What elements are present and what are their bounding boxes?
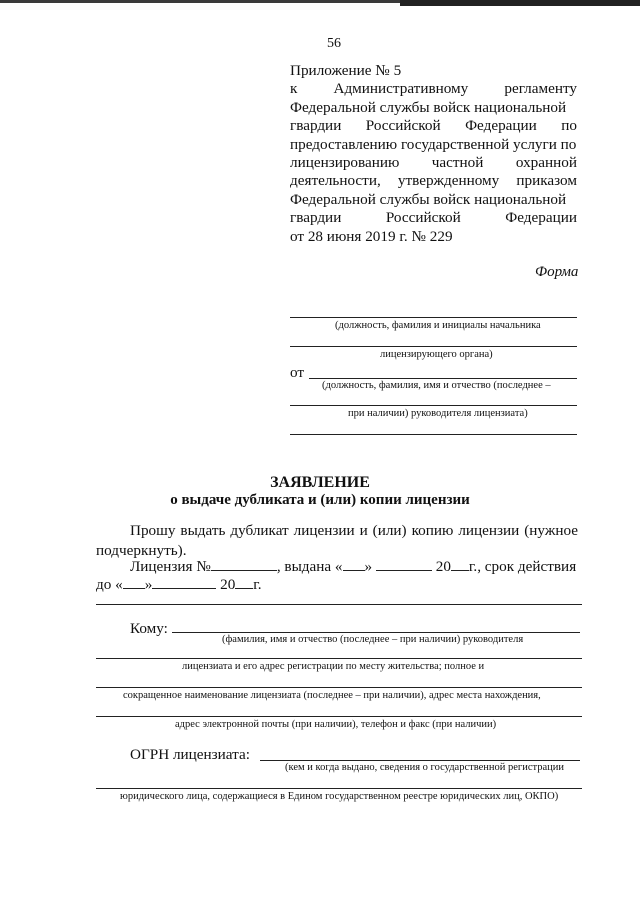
issued-year-prefix: 20 xyxy=(435,558,451,575)
head-official-caption-2: лицензирующего органа) xyxy=(380,349,493,360)
appendix-word: приказом xyxy=(516,172,577,190)
ogrn-line-2[interactable] xyxy=(96,788,582,789)
until-year-field[interactable] xyxy=(235,576,253,589)
appendix-word: частной xyxy=(431,154,484,172)
head-official-caption-1: (должность, фамилия и инициалы начальника xyxy=(335,320,541,331)
from-label: от xyxy=(290,364,305,381)
request-word: (или) xyxy=(372,522,407,539)
request-word: лицензии xyxy=(293,522,355,539)
appendix-word: утвержденному xyxy=(397,172,500,190)
scan-edge-dark xyxy=(400,0,640,6)
ogrn-caption-2: юридического лица, содержащиеся в Едином государственном реестре юридических лиц, ОКПО) xyxy=(120,791,559,802)
appendix-line xyxy=(290,172,577,190)
until-day-field[interactable] xyxy=(123,576,145,589)
appendix-block xyxy=(290,62,577,246)
ogrn-caption-1: (кем и когда выдано, сведения о государственной регистрации xyxy=(285,762,564,773)
request-line-1 xyxy=(130,522,578,540)
whom-caption-2: лицензиата и его адрес регистрации по месту жительства; полное и xyxy=(182,661,485,672)
ogrn-label: ОГРН лицензиата: xyxy=(130,746,250,763)
appendix-word: к xyxy=(290,80,298,98)
from-line-3[interactable] xyxy=(290,434,577,435)
appendix-line xyxy=(290,136,577,154)
until-quote-close: » xyxy=(144,576,153,593)
from-caption-2: при наличии) руководителя лицензиата) xyxy=(348,408,528,419)
appendix-word: деятельности, xyxy=(290,172,381,190)
license-extra-line[interactable] xyxy=(96,604,582,605)
appendix-line xyxy=(290,80,577,98)
request-word: Прошу xyxy=(130,522,176,539)
from-line[interactable] xyxy=(309,378,577,379)
whom-line-2[interactable] xyxy=(96,658,582,659)
license-number-field[interactable] xyxy=(211,558,277,571)
until-year-suffix: г. xyxy=(253,576,262,593)
from-line-2[interactable] xyxy=(290,405,577,406)
whom-line-4[interactable] xyxy=(96,716,582,717)
license-line xyxy=(130,558,576,576)
appendix-word: предоставлению государственной услуги по xyxy=(290,135,577,153)
request-word: копию xyxy=(411,522,454,539)
page-number: 56 xyxy=(327,36,341,51)
appendix-word: гвардии xyxy=(290,117,342,135)
quote-close: » xyxy=(364,558,373,575)
appendix-word: Российской xyxy=(385,209,461,227)
whom-caption-3: сокращенное наименование лицензиата (последнее – при наличии), адрес места нахождения, xyxy=(123,690,541,701)
appendix-line xyxy=(290,99,577,117)
issued-year-field[interactable] xyxy=(451,558,469,571)
appendix-word: Федерации xyxy=(465,117,537,135)
appendix-word: по xyxy=(561,117,577,135)
request-word: дубликат xyxy=(230,522,289,539)
appendix-word: Федерации xyxy=(505,209,577,227)
request-word: лицензии xyxy=(458,522,520,539)
appendix-word: Федеральной службы войск национальной xyxy=(290,190,567,208)
from-caption-1: (должность, фамилия, имя и отчество (последнее – xyxy=(322,380,551,391)
whom-caption-1: (фамилия, имя и отчество (последнее – при наличии) руководителя xyxy=(222,634,524,645)
appendix-word: Российской xyxy=(365,117,441,135)
document-title: ЗАЯВЛЕНИЕ xyxy=(270,474,370,491)
license-issued-label: , выдана « xyxy=(276,558,343,575)
appendix-word: Административному xyxy=(333,80,469,98)
document-subtitle: о выдаче дубликата и (или) копии лицензии xyxy=(170,492,470,508)
appendix-line xyxy=(290,209,577,227)
appendix-word: охранной xyxy=(515,154,577,172)
appendix-word: Приложение № 5 xyxy=(290,62,402,79)
until-prefix: до « xyxy=(96,576,123,593)
until-year-prefix: 20 xyxy=(220,576,236,593)
form-label: Форма xyxy=(535,264,579,280)
appendix-line xyxy=(290,62,577,80)
issued-month-field[interactable] xyxy=(376,558,432,571)
issued-day-field[interactable] xyxy=(343,558,365,571)
appendix-word: регламенту xyxy=(504,80,577,98)
license-label: Лицензия № xyxy=(130,558,211,575)
request-word: и xyxy=(359,522,368,539)
whom-caption-4: адрес электронной почты (при наличии), телефон и факс (при наличии) xyxy=(175,719,497,730)
until-month-field[interactable] xyxy=(152,576,216,589)
license-until-line xyxy=(96,576,262,594)
request-word: выдать xyxy=(180,522,226,539)
whom-line-1[interactable] xyxy=(172,632,580,633)
appendix-line xyxy=(290,117,577,135)
appendix-line xyxy=(290,191,577,209)
request-word: (нужное xyxy=(524,522,578,539)
head-official-line-2[interactable] xyxy=(290,346,577,347)
request-line-2: подчеркнуть). xyxy=(96,542,187,559)
appendix-word: лицензированию xyxy=(290,154,400,172)
whom-label: Кому: xyxy=(130,620,168,637)
appendix-line xyxy=(290,228,577,246)
appendix-line xyxy=(290,154,577,172)
ogrn-line-1[interactable] xyxy=(260,760,580,761)
appendix-word: гвардии xyxy=(290,209,342,227)
whom-line-3[interactable] xyxy=(96,687,582,688)
validity-label: г., срок действия xyxy=(468,558,577,575)
head-official-line[interactable] xyxy=(290,317,577,318)
appendix-word: Федеральной службы войск национальной xyxy=(290,98,567,116)
appendix-word: от 28 июня 2019 г. № 229 xyxy=(290,227,453,245)
